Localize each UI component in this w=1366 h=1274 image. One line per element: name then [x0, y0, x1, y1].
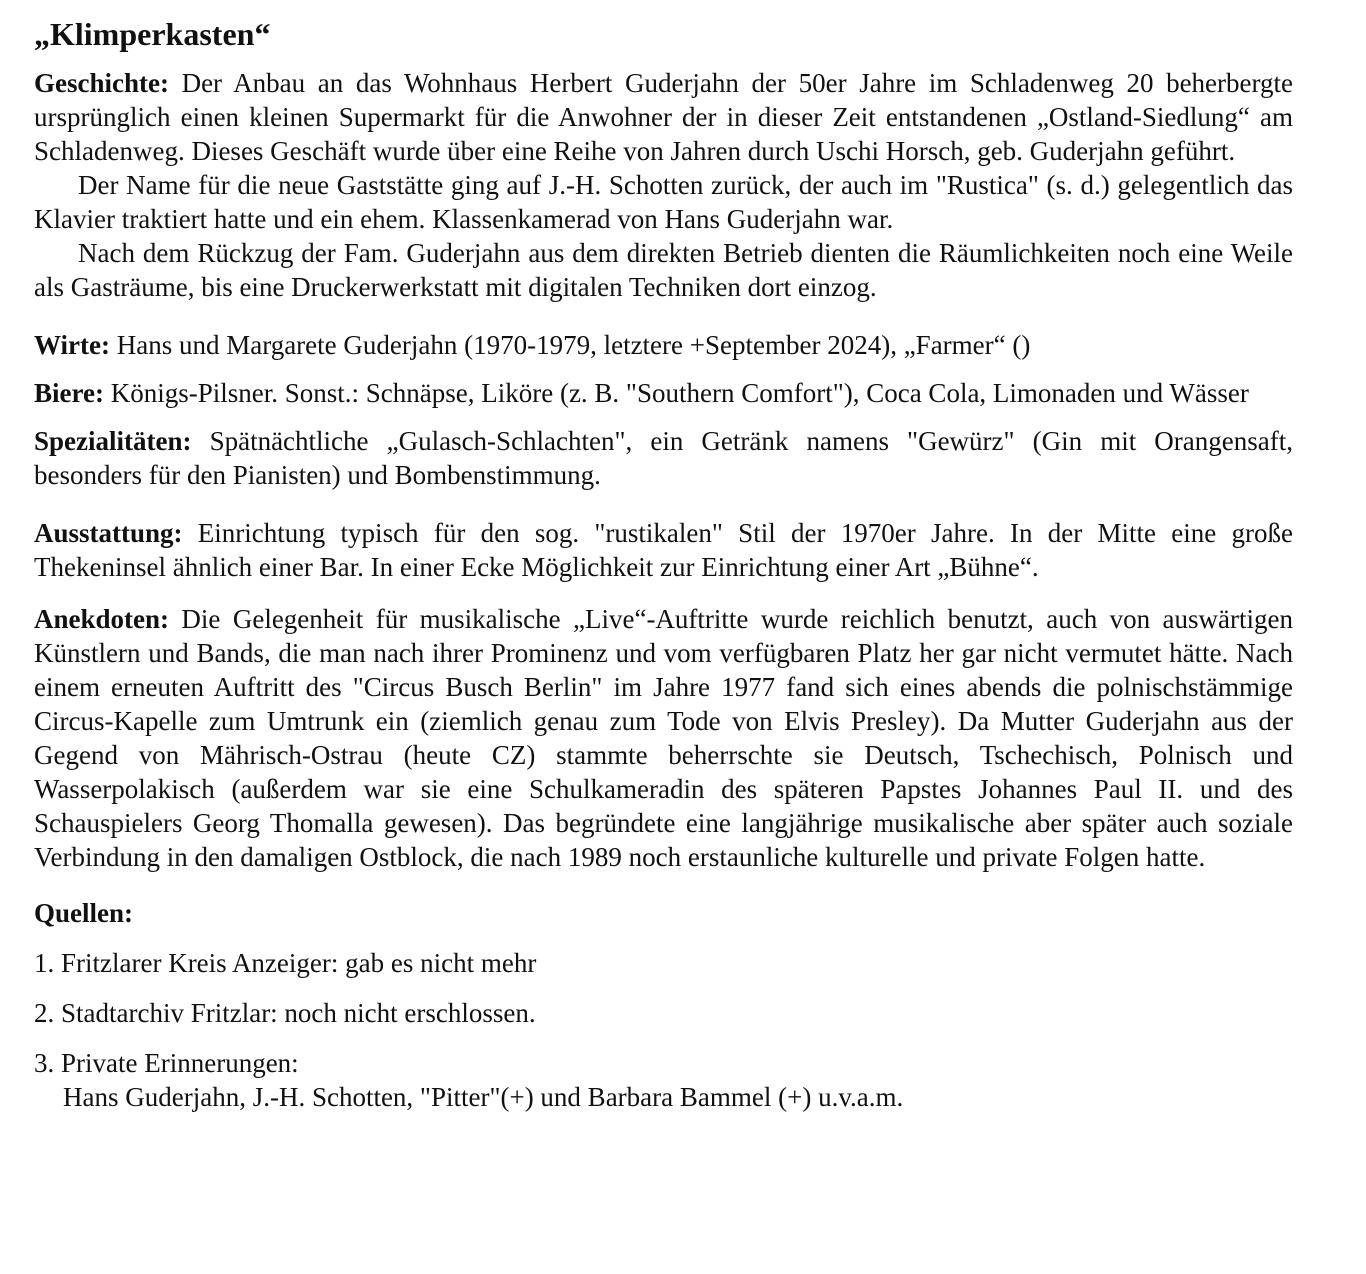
source-item-3-detail: Hans Guderjahn, J.-H. Schotten, "Pitter"(+) und Barbara Bammel (+) u.v.a.m.: [63, 1082, 904, 1112]
ausstattung-text: Einrichtung typisch für den sog. "rustikalen" Stil der 1970er Jahre. In der Mitte eine große Thekeninsel ähnlich einer Bar. In einer Ecke Möglichkeit zur Einrichtung einer Art „Bühne“.: [34, 518, 1293, 582]
biere-section: [34, 376, 1293, 410]
spezialitaeten-text: Spätnächtliche „Gulasch-Schlachten", ein Getränk namens "Gewürz" (Gin mit Orangensaft, besonders für den Pianisten) und Bombenstimmung.: [34, 426, 1293, 490]
geschichte-paragraph-1: [34, 66, 1293, 168]
ausstattung-section: [34, 516, 1293, 584]
page-title: „Klimperkasten“: [34, 16, 271, 52]
biere-label: Biere:: [34, 378, 104, 408]
wirte-section: [34, 328, 1293, 362]
document-page: [34, 14, 1293, 1114]
geschichte-paragraph-3: Nach dem Rückzug der Fam. Guderjahn aus dem direkten Betrieb dienten die Räumlichkeiten noch eine Weile als Gasträume, bis eine Druckerwerkstatt mit digitalen Techniken dort einzog.: [34, 238, 1293, 302]
source-item-1: 1. Fritzlarer Kreis Anzeiger: gab es nicht mehr: [34, 948, 537, 978]
spezialitaeten-section: [34, 424, 1293, 492]
geschichte-text-1: Der Anbau an das Wohnhaus Herbert Guderjahn der 50er Jahre im Schladenweg 20 beherbergte ursprünglich einen kleinen Supermarkt für die Anwohner der in dieser Zeit entstandenen „Ostland-Siedlung“ am Schladenweg. Dieses Geschäft wurde über eine Reihe von Jahren durch Uschi Horsch, geb. Guderjahn geführt.: [34, 68, 1293, 166]
biere-text: Königs-Pilsner. Sonst.: Schnäpse, Liköre (z. B. "Southern Comfort"), Coca Cola, Limonaden und Wässer: [103, 378, 1249, 408]
source-item-2: 2. Stadtarchiv Fritzlar: noch nicht erschlossen.: [34, 998, 536, 1028]
wirte-text: Hans und Margarete Guderjahn (1970-1979, letztere +September 2024), „Farmer“ (): [109, 330, 1031, 360]
wirte-label: Wirte:: [34, 330, 110, 360]
ausstattung-label: Ausstattung:: [34, 518, 183, 548]
anekdoten-label: Anekdoten:: [34, 604, 170, 634]
spezialitaeten-label: Spezialitäten:: [34, 426, 192, 456]
source-item-3: 3. Private Erinnerungen:: [34, 1048, 299, 1078]
anekdoten-section: [34, 602, 1293, 874]
anekdoten-text: Die Gelegenheit für musikalische „Live“-Auftritte wurde reichlich benutzt, auch von auswärtigen Künstlern und Bands, die man nach ihrer Prominenz und vom verfügbaren Platz her gar nicht vermutet hätte. Nach einem erneuten Auftritt des "Circus Busch Berlin" im Jahre 1977 fand sich eines abends die polnischstämmige Circus-Kapelle zum Umtrunk ein (ziemlich genau zum Tode von Elvis Presley). Da Mutter Guderjahn aus der Gegend von Mährisch-Ostrau (heute CZ) stammte beherrschte sie Deutsch, Tschechisch, Polnisch und Wasserpolakisch (außerdem war sie eine Schulkameradin des späteren Papstes Johannes Paul II. und des Schauspielers Georg Thomalla gewesen). Das begründete eine langjährige musikalische aber später auch soziale Verbindung in den damaligen Ostblock, die nach 1989 noch erstaunliche kulturelle und private Folgen hatte.: [34, 604, 1293, 872]
geschichte-paragraph-2: Der Name für die neue Gaststätte ging auf J.-H. Schotten zurück, der auch im "Rustica" (s. d.) gelegentlich das Klavier traktiert hatte und ein ehem. Klassenkamerad von Hans Guderjahn war.: [34, 170, 1293, 234]
geschichte-label: Geschichte:: [34, 68, 169, 98]
quellen-heading: Quellen:: [34, 898, 133, 928]
